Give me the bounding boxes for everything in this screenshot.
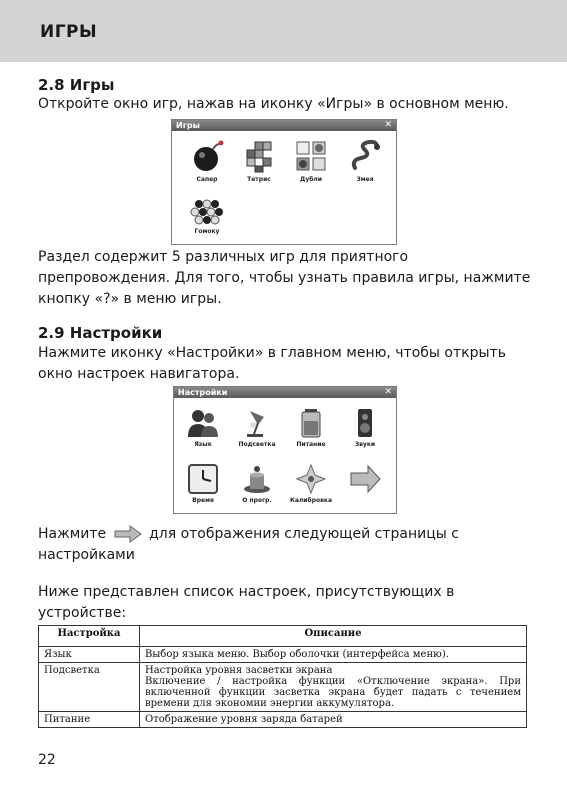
tetris-blocks-icon (241, 138, 277, 174)
lamp-icon (240, 407, 274, 439)
table-header-setting: Настройка (39, 626, 140, 647)
table-cell-setting: Питание (39, 712, 140, 728)
settings-label: Калибровка (289, 497, 333, 504)
table-row (39, 712, 527, 728)
game-label: Змея (356, 176, 374, 183)
settings-next-page-button[interactable] (336, 463, 394, 495)
table-cell-setting: Подсветка (39, 663, 140, 712)
page-header-title: ИГРЫ (40, 22, 98, 42)
settings-intro-line: окно настроек навигатора. (38, 366, 240, 382)
table-row (39, 647, 527, 663)
table-cell-description (140, 663, 527, 712)
gomoku-stones-icon (189, 196, 225, 226)
game-label: Сапер (196, 176, 218, 183)
calibration-icon (294, 463, 328, 495)
table-row (39, 663, 527, 712)
settings-label: Язык (194, 441, 212, 448)
next-page-note (38, 524, 459, 566)
close-icon[interactable]: ✕ (384, 387, 392, 397)
settings-item-power[interactable] (282, 407, 340, 448)
table-cell-description (140, 647, 527, 663)
battery-icon (294, 407, 328, 439)
page-number: 22 (38, 752, 56, 768)
game-tetris[interactable] (230, 138, 288, 183)
game-label: Гомоку (194, 228, 220, 235)
next-arrow-icon (113, 525, 143, 543)
games-heading: 2.8 Игры (38, 76, 115, 94)
settings-window-titlebar (174, 387, 396, 398)
settings-window (173, 386, 397, 514)
game-label: Дубли (299, 176, 323, 183)
games-body-line: препровождения. Для того, чтобы узнать правила игры, нажмите (38, 270, 531, 286)
settings-item-backlight[interactable] (228, 407, 286, 448)
people-icon (186, 407, 220, 439)
speaker-icon (348, 407, 382, 439)
table-header-description: Описание (140, 626, 527, 647)
description-line: Отображение уровня заряда батарей (145, 714, 343, 725)
description-line: Включение / настройка функции «Отключение экрана». При включенной функции засветка экрана будет падать с течением времени для экономии энергии аккумулятора. (145, 676, 521, 709)
settings-label: Звуки (354, 441, 376, 448)
settings-list-intro-line: Ниже представлен список настроек, присутствующих в (38, 584, 455, 600)
bomb-icon (189, 138, 225, 174)
settings-list-intro (38, 582, 454, 624)
next-note-before: Нажмите (38, 526, 107, 542)
settings-intro (38, 343, 506, 385)
games-body (38, 247, 530, 310)
next-arrow-icon (348, 463, 382, 495)
settings-item-about[interactable] (228, 463, 286, 504)
settings-item-time[interactable] (174, 463, 232, 504)
next-note-line2: настройками (38, 547, 135, 563)
settings-label: Питание (296, 441, 326, 448)
game-doubles[interactable] (282, 138, 340, 183)
games-window-title: Игры (176, 121, 200, 130)
settings-label: Время (192, 497, 214, 504)
settings-heading: 2.9 Настройки (38, 324, 163, 342)
settings-item-sounds[interactable] (336, 407, 394, 448)
game-snake[interactable] (336, 138, 394, 183)
description-line: Выбор языка меню. Выбор оболочки (интерфейса меню). (145, 649, 449, 660)
game-gomoku[interactable] (178, 196, 236, 235)
table-cell-setting: Язык (39, 647, 140, 663)
settings-list-intro-line: устройстве: (38, 605, 127, 621)
games-body-line: Раздел содержит 5 различных игр для приятного (38, 249, 409, 265)
game-minesweeper[interactable] (178, 138, 236, 183)
settings-intro-line: Нажмите иконку «Настройки» в главном меню, чтобы открыть (38, 345, 506, 361)
settings-item-language[interactable] (174, 407, 232, 448)
table-header-row (39, 626, 527, 647)
description-line: Настройка уровня засветки экрана (145, 665, 333, 676)
settings-label: Подсветка (238, 441, 276, 448)
settings-window-title: Настройки (178, 388, 228, 397)
close-icon[interactable]: ✕ (384, 120, 392, 130)
clock-icon (186, 463, 220, 495)
game-label: Тетрис (247, 176, 271, 183)
snake-icon (347, 138, 383, 174)
games-window (171, 119, 397, 245)
about-icon (240, 463, 274, 495)
games-intro (38, 94, 509, 115)
games-body-line: кнопку «?» в меню игры. (38, 291, 222, 307)
doubles-tiles-icon (293, 138, 329, 174)
next-note-after: для отображения следующей страницы с (149, 526, 459, 542)
games-window-titlebar (172, 120, 396, 131)
settings-item-calibration[interactable] (282, 463, 340, 504)
table-cell-description (140, 712, 527, 728)
settings-label: О прогр. (242, 497, 272, 504)
games-intro-text: Откройте окно игр, нажав на иконку «Игры» в основном меню. (38, 96, 509, 112)
settings-table (38, 625, 527, 728)
